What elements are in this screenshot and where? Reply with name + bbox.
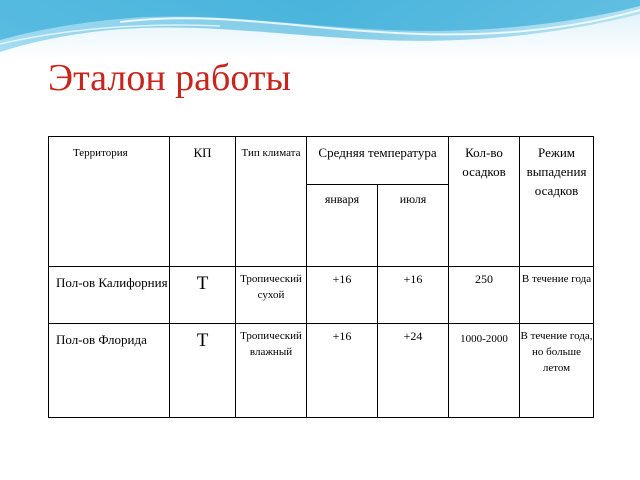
header-precip-regime: Режим выпадения осадков [520, 137, 594, 267]
header-territory: Территория [49, 137, 170, 267]
row-july: +16 [378, 267, 449, 324]
row-regime: В течение года [520, 267, 594, 324]
row-january: +16 [307, 324, 378, 418]
header-january: января [307, 185, 378, 267]
row-regime: В течение года, но больше летом [520, 324, 594, 418]
row-july: +24 [378, 324, 449, 418]
row-climate: Тропический влажный [236, 324, 307, 418]
row-kp: Т [170, 267, 236, 324]
row-territory: Пол-ов Калифорния [49, 267, 170, 324]
row-territory: Пол-ов Флорида [49, 324, 170, 418]
header-kp: КП [170, 137, 236, 267]
header-precipitation: Кол-во осадков [449, 137, 520, 267]
slide-title: Эталон работы [48, 57, 291, 99]
row-precipitation: 250 [449, 267, 520, 324]
row-kp: Т [170, 324, 236, 418]
header-climate-type: Тип климата [236, 137, 307, 267]
header-avg-temp: Средняя температура [307, 137, 449, 185]
header-july: июля [378, 185, 449, 267]
row-precipitation: 1000-2000 [449, 324, 520, 418]
climate-table [48, 136, 594, 418]
header-wave-decoration [0, 0, 640, 60]
row-climate: Тропический сухой [236, 267, 307, 324]
row-january: +16 [307, 267, 378, 324]
